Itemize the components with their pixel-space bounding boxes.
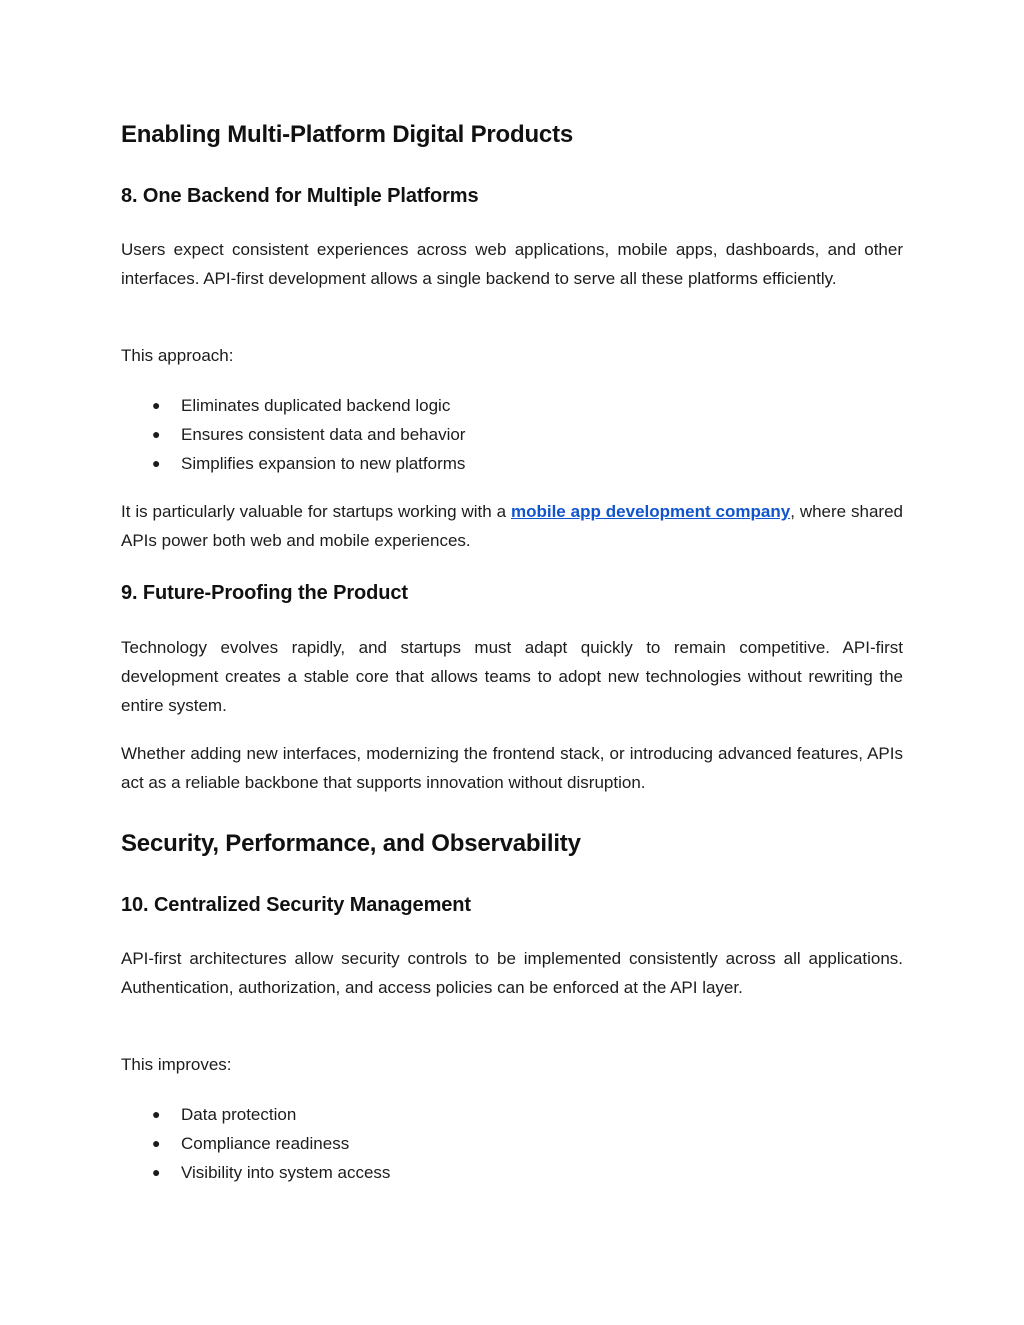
paragraph-technology-evolves: Technology evolves rapidly, and startups must adapt quickly to remain competitive. API-first development creates a stable core that allows teams to adopt new technologies without rewriting the entire system.	[121, 638, 903, 715]
bullet-icon: ●	[152, 1106, 161, 1122]
subheading-centralized-security: 10. Centralized Security Management	[121, 894, 471, 916]
paragraph-whether-adding: Whether adding new interfaces, modernizing the frontend stack, or introducing advanced features, APIs act as a reliable backbone that supports innovation without disruption.	[121, 744, 903, 792]
approach-bullet-list	[121, 391, 903, 478]
list-item: ● Compliance readiness	[121, 1129, 903, 1158]
bullet-icon: ●	[152, 397, 161, 413]
list-item: ● Visibility into system access	[121, 1158, 903, 1187]
list-item: ● Simplifies expansion to new platforms	[121, 449, 903, 478]
bullet-icon: ●	[152, 1164, 161, 1180]
list-item: ● Eliminates duplicated backend logic	[121, 391, 903, 420]
subheading-one-backend: 8. One Backend for Multiple Platforms	[121, 185, 479, 207]
paragraph-this-approach: This approach:	[121, 346, 234, 365]
bullet-icon: ●	[152, 426, 161, 442]
paragraph-api-first-architectures: API-first architectures allow security controls to be implemented consistently across all applications. Authentication, authorization, and access policies can be enforced at the API layer.	[121, 949, 903, 997]
section-heading-security: Security, Performance, and Observability	[121, 830, 581, 857]
paragraph-this-improves: This improves:	[121, 1055, 232, 1074]
section-heading-enabling: Enabling Multi-Platform Digital Products	[121, 121, 574, 148]
subheading-future-proofing: 9. Future-Proofing the Product	[121, 582, 408, 604]
bullet-icon: ●	[152, 455, 161, 471]
mobile-app-development-company-link[interactable]: mobile app development company	[510, 502, 791, 521]
improves-bullet-list	[121, 1100, 903, 1187]
paragraph-one-backend: Users expect consistent experiences across web applications, mobile apps, dashboards, and other interfaces. API-first development allows a single backend to serve all these platforms efficiently.	[121, 240, 903, 288]
list-item: ● Ensures consistent data and behavior	[121, 420, 903, 449]
bullet-icon: ●	[152, 1135, 161, 1151]
paragraph-startups: It is particularly valuable for startups working with a mobile app development company, where shared APIs power both web and mobile experiences.	[121, 502, 904, 550]
list-item: ● Data protection	[121, 1100, 903, 1129]
